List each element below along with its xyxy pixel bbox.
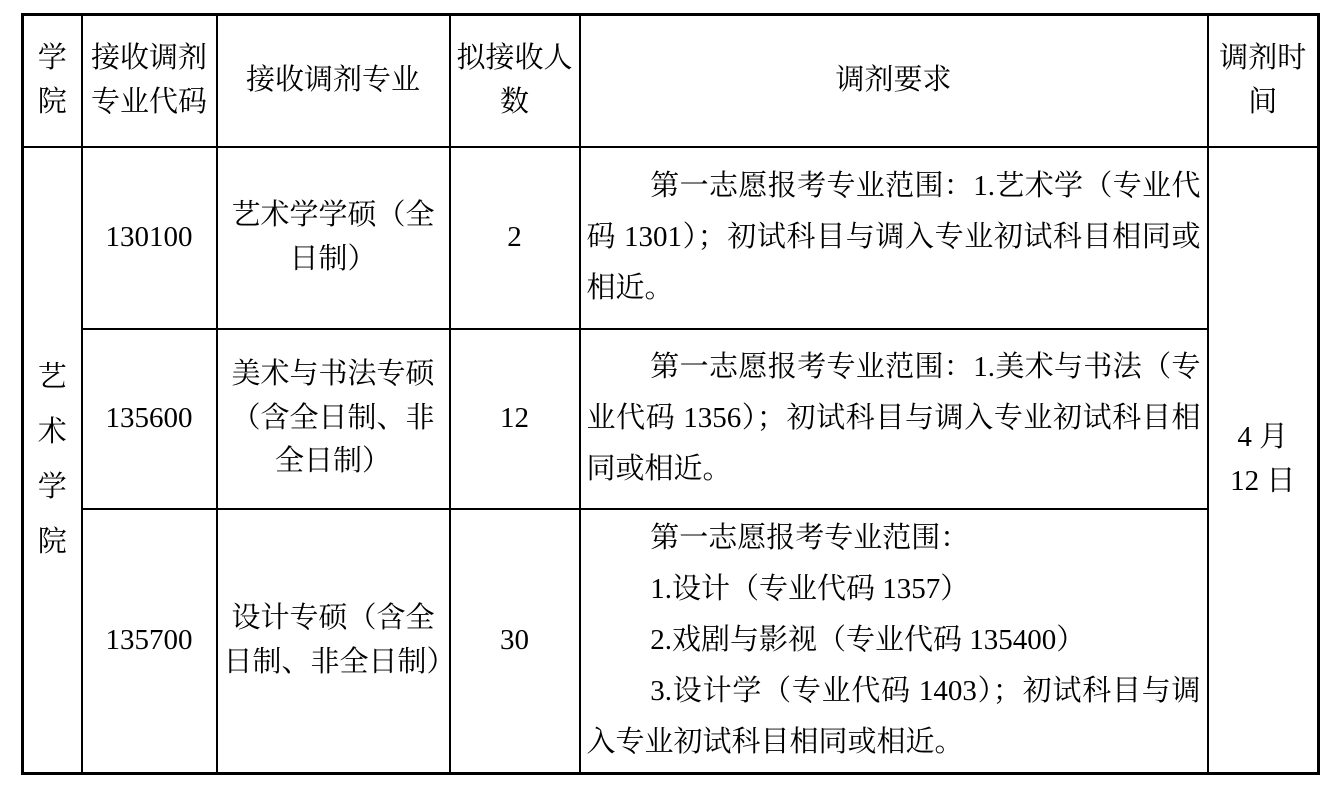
quota-cell: 30 — [450, 509, 580, 774]
header-college: 学院 — [23, 15, 82, 147]
major-code-cell: 135700 — [82, 509, 217, 774]
table-row — [23, 147, 1319, 329]
header-requirements: 调剂要求 — [580, 15, 1208, 147]
time-month-line: 4 月 — [1237, 421, 1289, 454]
major-code-cell: 130100 — [82, 147, 217, 329]
header-time: 调剂时间 — [1208, 15, 1319, 147]
major-code-cell: 135600 — [82, 329, 217, 509]
requirements-cell — [580, 329, 1208, 509]
time-day-line: 12 日 — [1230, 464, 1296, 497]
time-cell — [1208, 147, 1319, 774]
requirement-paragraph: 2.戏剧与影视（专业代码 135400） — [650, 624, 1086, 657]
quota-cell: 2 — [450, 147, 580, 329]
requirements-cell — [580, 147, 1208, 329]
requirement-paragraph: 3.设计学（专业代码 1403）；初试科目与调入专业初试科目相同或相近。 — [586, 675, 1201, 759]
header-row — [23, 15, 1319, 147]
college-name: 艺术学院 — [37, 360, 67, 558]
requirements-cell — [580, 509, 1208, 774]
major-name-cell: 艺术学学硕（全日制） — [217, 147, 450, 329]
major-name-cell: 美术与书法专硕（含全日制、非全日制） — [217, 329, 450, 509]
college-cell — [23, 147, 82, 774]
requirement-paragraph: 1.设计（专业代码 1357） — [650, 573, 970, 606]
requirement-paragraph: 第一志愿报考专业范围： — [650, 522, 970, 555]
header-major: 接收调剂专业 — [217, 15, 450, 147]
major-name-cell: 设计专硕（含全日制、非全日制） — [217, 509, 450, 774]
transfer-table — [21, 13, 1320, 775]
quota-cell: 12 — [450, 329, 580, 509]
requirement-paragraph: 第一志愿报考专业范围：1.美术与书法（专业代码 1356）；初试科目与调入专业初试科目相同或相近。 — [586, 350, 1201, 486]
requirement-paragraph: 第一志愿报考专业范围：1.艺术学（专业代码 1301）；初试科目与调入专业初试科目相同或相近。 — [586, 169, 1201, 305]
table-row — [23, 329, 1319, 509]
table-row — [23, 509, 1319, 774]
header-major-code: 接收调剂专业代码 — [82, 15, 217, 147]
header-quota: 拟接收人数 — [450, 15, 580, 147]
